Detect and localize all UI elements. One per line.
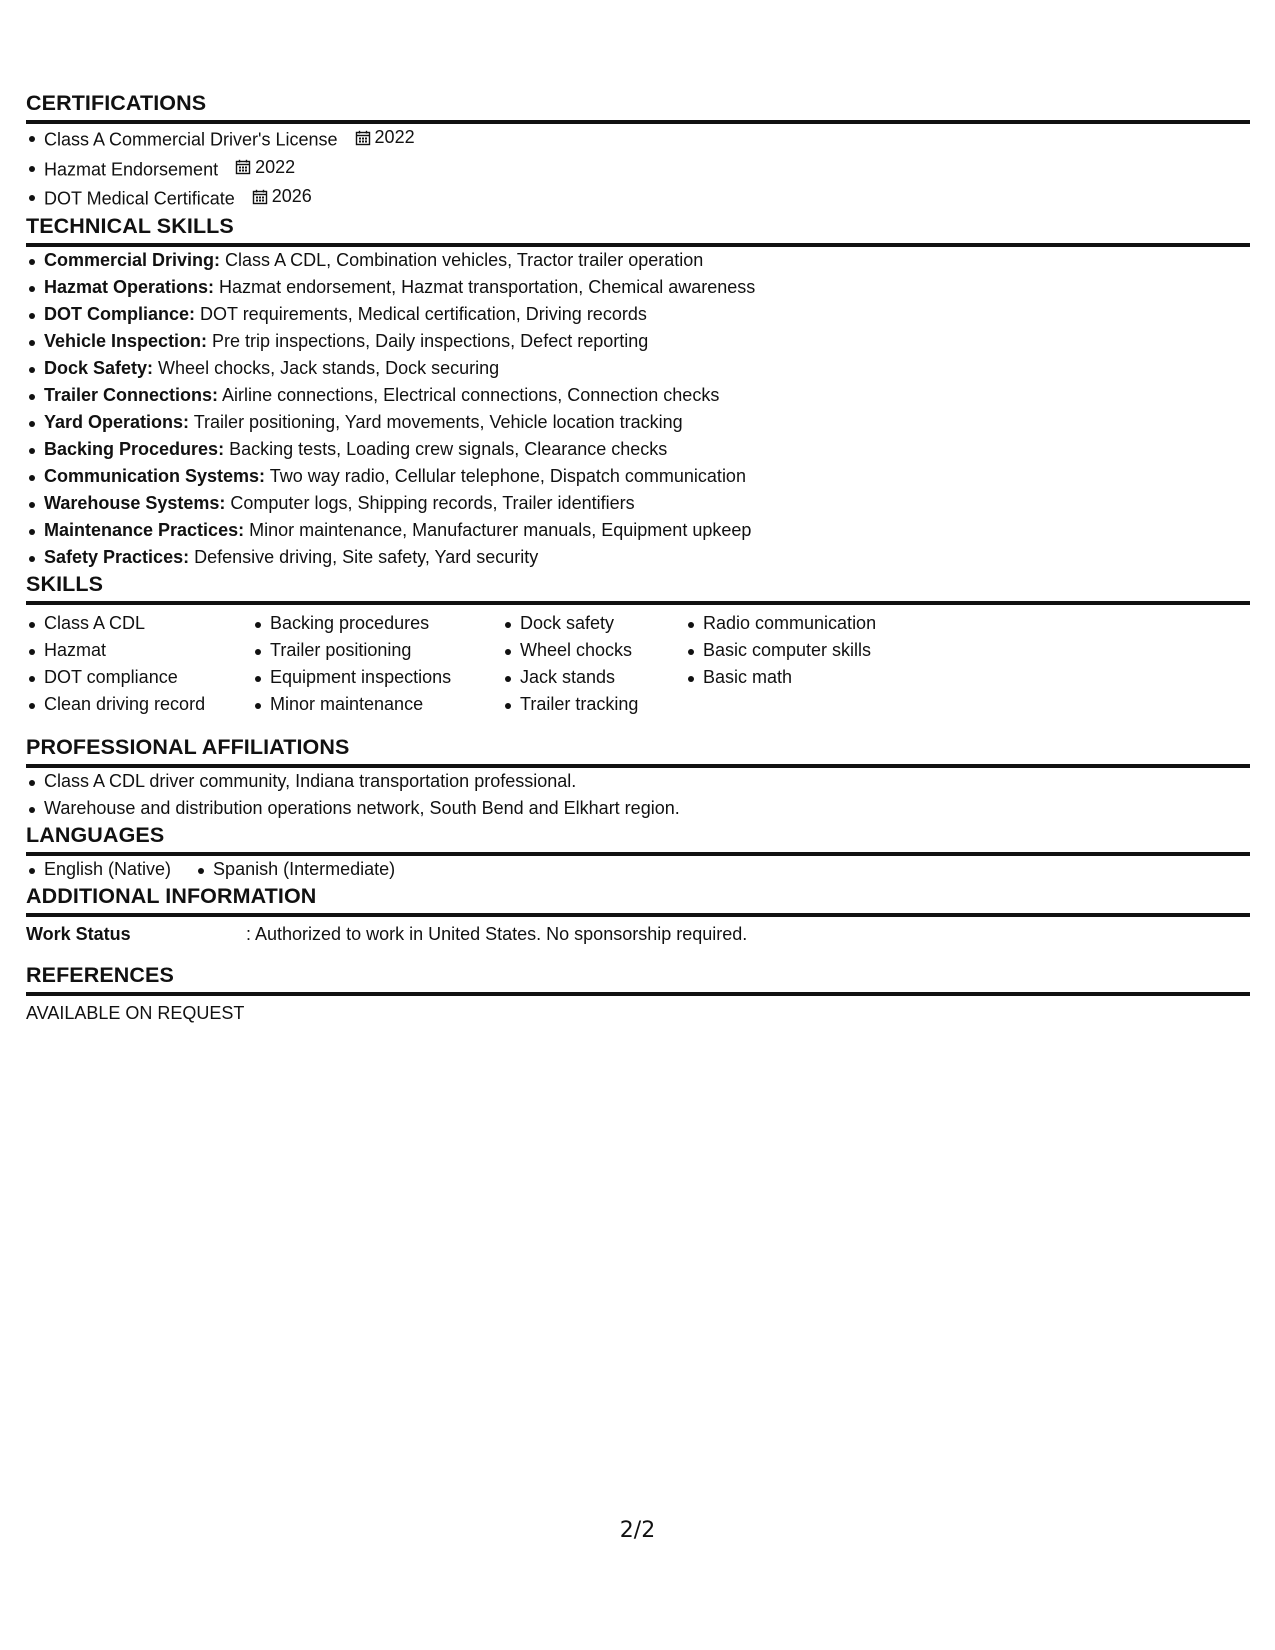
- technical-skill-label: Dock Safety:: [44, 357, 154, 378]
- technical-skill-label: Communication Systems:: [44, 465, 266, 486]
- skill-item: Backing procedures: [252, 610, 488, 637]
- additional-info-heading: ADDITIONAL INFORMATION: [26, 883, 1250, 917]
- certification-date: 2022: [255, 156, 296, 177]
- references-text: AVAILABLE ON REQUEST: [26, 1002, 245, 1023]
- technical-skill-label: DOT Compliance:: [44, 303, 196, 324]
- certification-name: Hazmat Endorsement: [44, 159, 219, 179]
- affiliations-heading: PROFESSIONAL AFFILIATIONS: [26, 734, 1250, 768]
- skill-item: Basic computer skills: [685, 637, 915, 664]
- language-item: English (Native): [26, 856, 171, 883]
- technical-skill-item: [26, 274, 1250, 301]
- skills-column: [685, 610, 915, 718]
- affiliation-item: Class A CDL driver community, Indiana transportation professional.: [26, 768, 1250, 795]
- technical-skill-label: Safety Practices:: [44, 546, 190, 567]
- technical-skill-text: Wheel chocks, Jack stands, Dock securing: [153, 357, 500, 378]
- skill-item: Clean driving record: [26, 691, 238, 718]
- technical-skill-text: Computer logs, Shipping records, Trailer identifiers: [225, 492, 635, 513]
- certification-item: [26, 154, 1250, 184]
- work-status-label: Work Status: [26, 923, 131, 944]
- calendar-icon: [235, 159, 251, 175]
- page-number: 2/2: [619, 1518, 656, 1543]
- technical-skill-text: Airline connections, Electrical connections, Connection checks: [218, 384, 720, 405]
- skills-grid: [26, 610, 1250, 718]
- technical-skill-item: [26, 517, 1250, 544]
- technical-skill-label: Commercial Driving:: [44, 249, 221, 270]
- skill-item: Equipment inspections: [252, 664, 488, 691]
- technical-skill-label: Vehicle Inspection:: [44, 330, 208, 351]
- skill-item: Radio communication: [685, 610, 915, 637]
- technical-skill-text: Two way radio, Cellular telephone, Dispatch communication: [265, 465, 746, 486]
- languages-section: [26, 822, 1250, 883]
- technical-skills-heading: TECHNICAL SKILLS: [26, 213, 1250, 247]
- skill-item: Hazmat: [26, 637, 238, 664]
- skill-item: Dock safety: [502, 610, 671, 637]
- affiliations-list: [26, 768, 1250, 822]
- technical-skill-label: Hazmat Operations:: [44, 276, 215, 297]
- technical-skill-item: [26, 409, 1250, 436]
- technical-skills-section: [26, 213, 1250, 571]
- technical-skills-list: [26, 247, 1250, 571]
- language-item: Spanish (Intermediate): [195, 856, 395, 883]
- technical-skill-text: Pre trip inspections, Daily inspections, Defect reporting: [207, 330, 649, 351]
- skill-item: Trailer tracking: [502, 691, 671, 718]
- technical-skill-label: Trailer Connections:: [44, 384, 219, 405]
- certification-name: Class A Commercial Driver's License: [44, 129, 338, 150]
- skills-column: [252, 610, 488, 718]
- technical-skill-text: Backing tests, Loading crew signals, Clearance checks: [224, 438, 668, 459]
- work-status-value: : Authorized to work in United States. No sponsorship required.: [246, 923, 748, 944]
- references-section: [26, 962, 1250, 1027]
- technical-skill-label: Warehouse Systems:: [44, 492, 226, 513]
- affiliations-section: [26, 734, 1250, 822]
- skill-item: Trailer positioning: [252, 637, 488, 664]
- certification-item: [26, 183, 1250, 213]
- technical-skill-text: Trailer positioning, Yard movements, Vehicle location tracking: [189, 411, 683, 432]
- skills-column: [26, 610, 238, 718]
- calendar-icon: [252, 189, 268, 205]
- technical-skill-text: Minor maintenance, Manufacturer manuals, Equipment upkeep: [244, 519, 752, 540]
- technical-skill-item: [26, 490, 1250, 517]
- certification-date: 2026: [271, 186, 312, 206]
- skill-item: Class A CDL: [26, 610, 238, 637]
- technical-skill-item: [26, 436, 1250, 463]
- technical-skill-text: DOT requirements, Medical certification, Driving records: [195, 303, 647, 324]
- technical-skill-item: [26, 328, 1250, 355]
- references-heading: REFERENCES: [26, 962, 1250, 996]
- technical-skill-item: [26, 463, 1250, 490]
- technical-skill-text: Hazmat endorsement, Hazmat transportation, Chemical awareness: [214, 276, 756, 297]
- technical-skill-text: Defensive driving, Site safety, Yard security: [189, 546, 539, 567]
- technical-skill-label: Yard Operations:: [44, 411, 190, 432]
- technical-skill-text: Class A CDL, Combination vehicles, Tractor trailer operation: [220, 249, 704, 270]
- certifications-heading: CERTIFICATIONS: [26, 90, 1250, 124]
- calendar-icon: [355, 130, 371, 146]
- skill-item: DOT compliance: [26, 664, 238, 691]
- technical-skill-label: Backing Procedures:: [44, 438, 225, 459]
- skills-heading: SKILLS: [26, 571, 1250, 605]
- skills-column: [502, 610, 671, 718]
- technical-skill-item: [26, 301, 1250, 328]
- resume-page: [26, 90, 1250, 1027]
- skill-item: Basic math: [685, 664, 915, 691]
- additional-info-section: [26, 883, 1250, 948]
- certifications-section: [26, 90, 1250, 213]
- certifications-list: [26, 124, 1250, 213]
- certification-name: DOT Medical Certificate: [44, 188, 235, 209]
- technical-skill-item: [26, 247, 1250, 274]
- technical-skill-item: [26, 355, 1250, 382]
- technical-skill-label: Maintenance Practices:: [44, 519, 245, 540]
- skill-item: Wheel chocks: [502, 637, 671, 664]
- skills-section: [26, 571, 1250, 718]
- skill-item: Minor maintenance: [252, 691, 488, 718]
- certification-item: [26, 124, 1250, 154]
- work-status-row: [26, 921, 1250, 948]
- technical-skill-item: [26, 544, 1250, 571]
- affiliation-item: Warehouse and distribution operations network, South Bend and Elkhart region.: [26, 795, 1250, 822]
- technical-skill-item: [26, 382, 1250, 409]
- languages-heading: LANGUAGES: [26, 822, 1250, 856]
- skill-item: Jack stands: [502, 664, 671, 691]
- certification-date: 2022: [374, 127, 415, 147]
- languages-list: [26, 856, 1250, 883]
